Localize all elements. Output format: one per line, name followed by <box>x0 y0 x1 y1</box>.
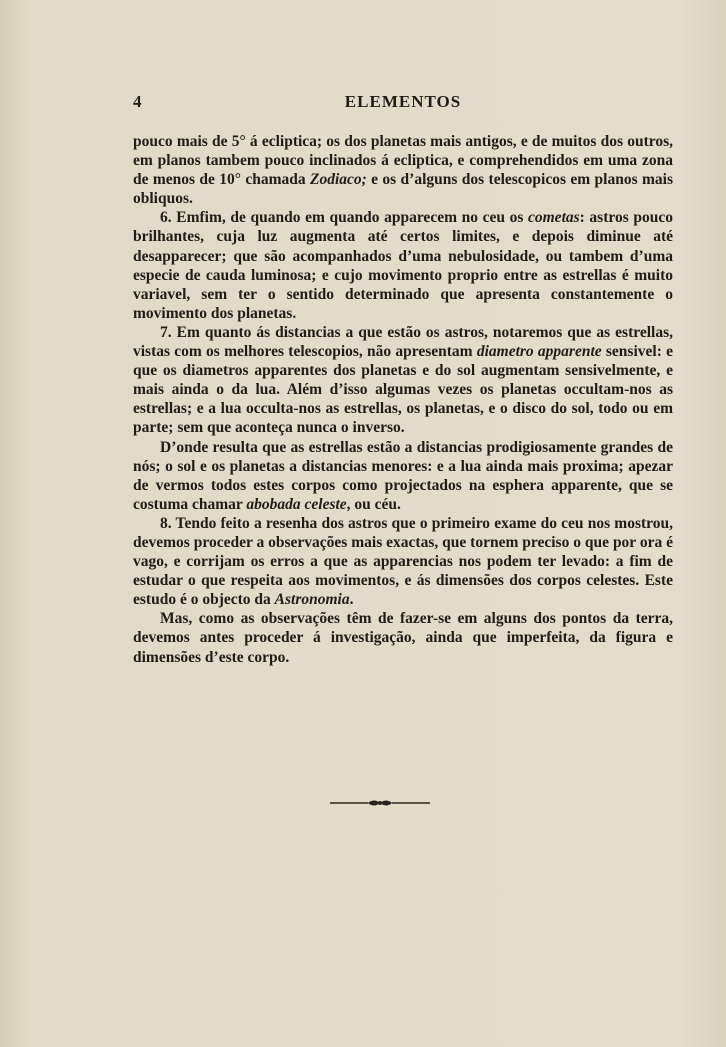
italic-term: abobada celeste <box>246 495 347 513</box>
body-text <box>133 132 673 667</box>
paragraph-text: pouco mais de 5° á ecliptica; os dos planetas mais antigos, e de muitos dos outros, em planos tambem pouco inclinados á ecliptica, e comprehendidos em uma zona de menos de 10° chamada <box>133 133 673 189</box>
paragraph-text: Mas, como as observações têm de fazer-se em alguns dos pontos da terra, devemos antes proceder á investigação, ainda que imperfeita, da figura e dimensões d’este corpo. <box>133 610 673 666</box>
running-title: ELEMENTOS <box>344 92 462 111</box>
paragraph <box>133 323 673 438</box>
italic-term: Zodiaco; <box>309 171 367 189</box>
paragraph-text: sensivel: e que os diametros apparentes dos planetas e do sol augmentam sensivelmente, e mais ainda o da lua. Além d’isso algumas vezes os planetas occultam-nos as estrellas; e a lua occulta-nos as estrellas, os planetas, e o disco do sol, todo ou em parte; sem que aconteça nunca o inverso. <box>133 343 673 437</box>
italic-term: Astronomia <box>274 591 350 609</box>
paragraph-text: 8. Tendo feito a resenha dos astros que o primeiro exame do ceu nos mostrou, devemos proceder a observações mais exactas, que tornem preciso o que por ora é vago, e corrijam os erros a que as apparencias nos podem ter levado: a fim de estudar o que respeita aos movimentos, e ás dimensões dos corpos celestes. Este estudo é o objecto da <box>133 514 673 609</box>
paragraph-text: e os d’alguns dos telescopicos em planos mais obliquos. <box>133 171 673 208</box>
italic-term: cometas <box>528 209 580 227</box>
paragraph-text: , ou céu. <box>346 495 401 513</box>
paragraph-text: 7. Em quanto ás distancias a que estão os astros, notaremos que as estrellas, vistas com os melhores telescopios, não apresentam <box>133 323 673 361</box>
paragraph <box>133 609 673 666</box>
page-number: 4 <box>133 92 142 111</box>
paragraph-text: D’onde resulta que as estrellas estão a distancias prodigiosamente grandes de nós; o sol e os planetas a distancias menores: e a lua ainda mais proxima; apezar de vermos todos estes corpos como projectados na esphera apparente, que se costuma chamar <box>133 438 673 513</box>
italic-term: diametro apparente <box>476 343 602 361</box>
paragraph-text: . <box>349 591 354 609</box>
paragraph <box>133 514 673 609</box>
paragraph-text: 6. Emfim, de quando em quando apparecem no ceu os <box>160 209 528 227</box>
decorative-rule-ornament-icon <box>330 796 430 810</box>
paragraph <box>133 132 673 208</box>
paragraph <box>133 208 673 323</box>
running-head <box>133 92 673 114</box>
paragraph-text: : astros pouco brilhantes, cuja luz augmenta até certos limites, e depois diminue até desapparecer; que são acompanhados d’uma nebulosidade, ou tambem d’uma especie de cauda luminosa; e cujo movimento proprio entre as estrellas é muito variavel, sem ter o sentido determinado que apresenta constantemente o movimento dos planetas. <box>133 209 674 322</box>
paragraph <box>133 438 673 514</box>
